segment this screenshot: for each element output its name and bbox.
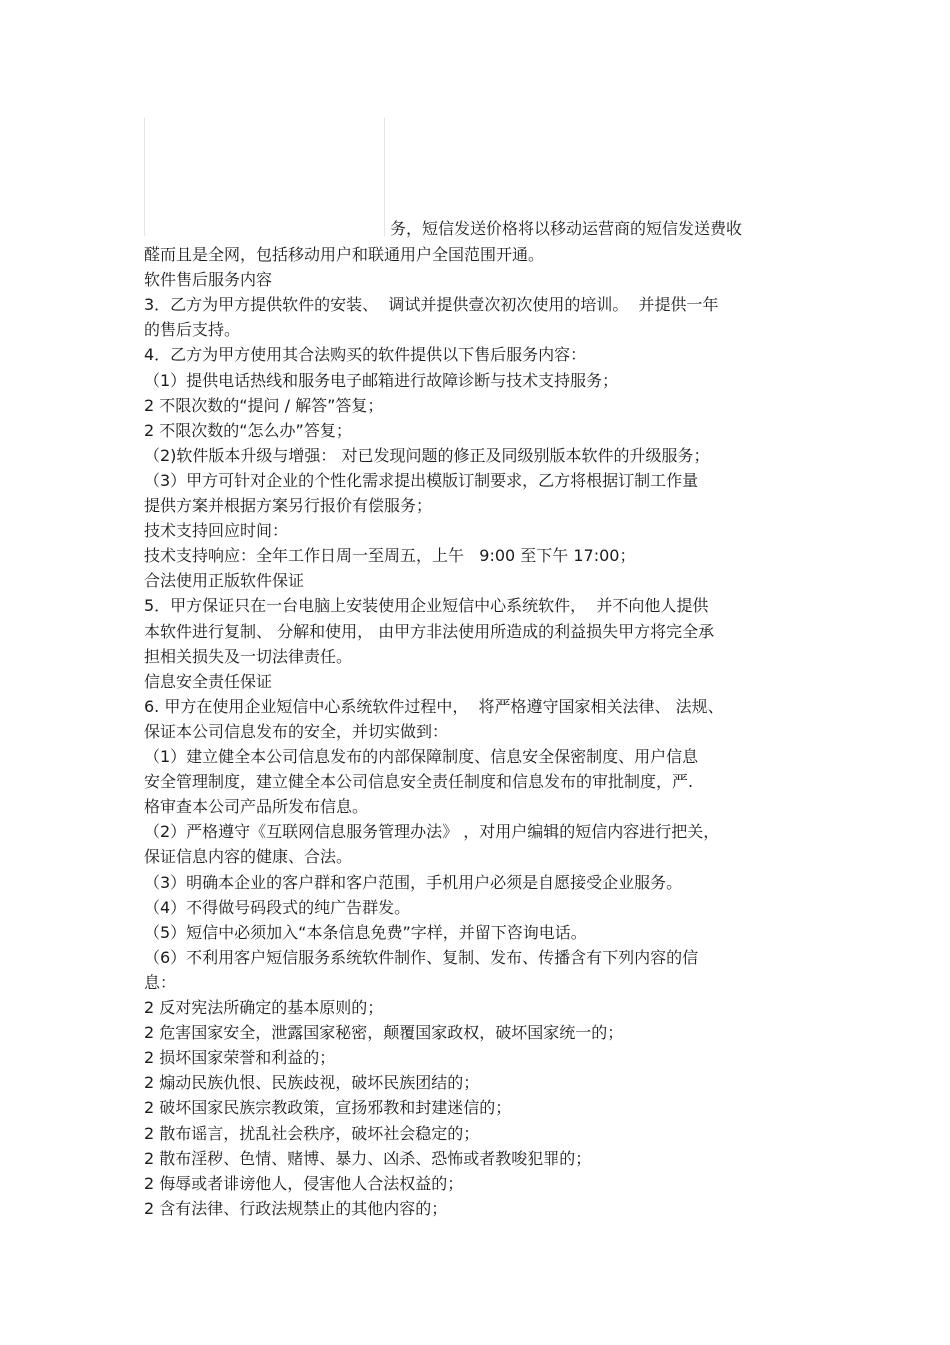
list-item: 2 煽动民族仇恨、民族歧视，破坏民族团结的；	[144, 1073, 480, 1092]
text-line: （3）甲方可针对企业的个性化需求提出模版订制要求，乙方将根据订制工作量	[144, 471, 699, 490]
list-item: 2 含有法律、行政法规禁止的其他内容的；	[144, 1199, 448, 1218]
section-heading: 软件售后服务内容	[144, 270, 273, 289]
text-line: 3．乙方为甲方提供软件的安装、 调试并提供壹次初次使用的培训。 并提供一年	[144, 295, 719, 314]
list-item: 2 侮辱或者诽谤他人，侵害他人合法权益的；	[144, 1174, 464, 1193]
text-line: （6）不利用客户短信服务系统软件制作、复制、发布、传播含有下列内容的信	[144, 948, 699, 967]
text-line: 4．乙方为甲方使用其合法购买的软件提供以下售后服务内容：	[144, 345, 587, 364]
text-line: 安全管理制度，建立健全本公司信息安全责任制度和信息发布的审批制度，严.	[144, 772, 694, 791]
list-item: 2 不限次数的“怎么办”答复；	[144, 421, 352, 440]
list-item: 2 不限次数的“提问 / 解答”答复；	[144, 396, 384, 415]
text-line: 务，短信发送价格将以移动运营商的短信发送费收	[390, 219, 743, 238]
text-line: （4）不得做号码段式的纯广告群发。	[144, 898, 411, 917]
text-line: （3）明确本企业的客户群和客户范围，手机用户必须是自愿接受企业服务。	[144, 873, 683, 892]
list-item: 2 损坏国家荣誉和利益的；	[144, 1048, 336, 1067]
section-heading: 技术支持回应时间：	[144, 521, 289, 540]
list-item: 2 散布淫秽、色情、赌博、暴力、凶杀、恐怖或者教唆犯罪的；	[144, 1149, 592, 1168]
text-line: 5．甲方保证只在一台电脑上安装使用企业短信中心系统软件， 并不向他人提供	[144, 596, 709, 615]
list-item: 2 反对宪法所确定的基本原则的；	[144, 998, 384, 1017]
text-line: 的售后支持。	[144, 320, 241, 339]
text-line: 保证信息内容的健康、合法。	[144, 847, 353, 866]
blank-image-placeholder	[144, 118, 385, 236]
text-line: （2)软件版本升级与增强： 对已发现问题的修正及同级别版本软件的升级服务；	[144, 446, 710, 465]
list-item: 2 破坏国家民族宗教政策，宣扬邪教和封建迷信的；	[144, 1098, 512, 1117]
text-line: 技术支持响应：全年工作日周一至周五，上午 9:00 至下午 17:00；	[144, 546, 636, 565]
text-line: 保证本公司信息发布的安全，并切实做到：	[144, 722, 449, 741]
text-line: （1）建立健全本公司信息发布的内部保障制度、信息安全保密制度、用户信息	[144, 747, 699, 766]
text-line: 担相关损失及一切法律责任。	[144, 647, 353, 666]
text-line: （1）提供电话热线和服务电子邮箱进行故障诊断与技术支持服务；	[144, 371, 619, 390]
text-line: 息：	[144, 973, 177, 992]
text-line: 本软件进行复制、 分解和使用， 由甲方非法使用所造成的利益损失甲方将完全承	[144, 622, 715, 641]
text-line: 6. 甲方在使用企业短信中心系统软件过程中， 将严格遵守国家相关法律、 法规、	[144, 697, 724, 716]
text-line: 醛而且是全网，包括移动用户和联通用户全国范围开通。	[144, 245, 545, 264]
list-item: 2 危害国家安全，泄露国家秘密，颠覆国家政权，破坏国家统一的；	[144, 1023, 624, 1042]
section-heading: 信息安全责任保证	[144, 672, 273, 691]
text-line: （5）短信中必须加入“本条信息免费”字样，并留下咨询电话。	[144, 923, 587, 942]
text-line: 提供方案并根据方案另行报价有偿服务；	[144, 496, 433, 515]
text-line: （2）严格遵守《互联网信息服务管理办法》 ，对用户编辑的短信内容进行把关，	[144, 822, 720, 841]
section-heading: 合法使用正版软件保证	[144, 571, 305, 590]
list-item: 2 散布谣言，扰乱社会秩序，破坏社会稳定的；	[144, 1124, 480, 1143]
text-line: 格审查本公司产品所发布信息。	[144, 797, 369, 816]
